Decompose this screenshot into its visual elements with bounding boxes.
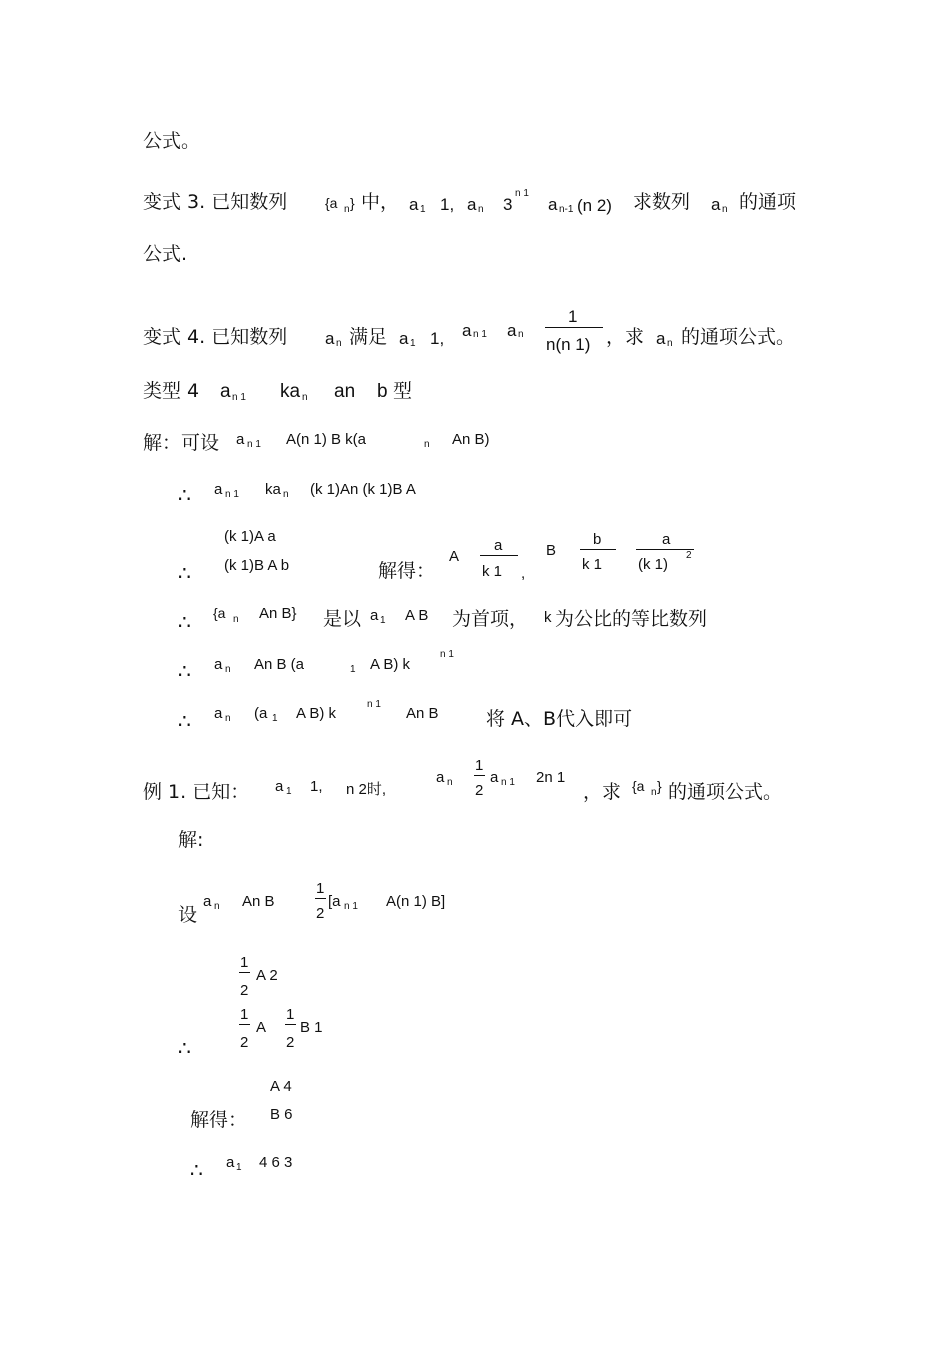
math-value: 1, <box>430 329 445 348</box>
math-sub: n <box>336 338 342 349</box>
text-line: 公式. <box>143 243 188 265</box>
math-var: A <box>449 548 460 565</box>
fraction-denominator: 2 <box>240 1034 249 1051</box>
fraction-denominator: (k 1) <box>638 556 668 573</box>
math-sub: 1 <box>420 204 426 215</box>
text: 解：可设 <box>143 432 220 454</box>
math-sub: n <box>424 439 430 450</box>
math-sub: n-1 <box>559 204 574 215</box>
math-sub: n <box>667 338 673 349</box>
text: 为首项， <box>452 608 529 630</box>
math-expression: 2n 1 <box>536 769 566 786</box>
text: 解得： <box>378 560 436 582</box>
math-var: a <box>220 381 231 402</box>
example-label: 例 1. 已知： <box>143 781 250 803</box>
math-value: 3 <box>503 195 513 214</box>
math-var: ka <box>265 481 281 498</box>
math-sub: 1 <box>236 1162 242 1173</box>
text: 的通项公式。 <box>681 326 796 348</box>
fraction-bar <box>285 1024 296 1025</box>
text: 将 A、B代入即可 <box>486 708 633 730</box>
equation-row: B 6 <box>270 1106 293 1123</box>
math-expression: A B) k <box>370 656 411 673</box>
text: 求数列 <box>633 191 691 213</box>
math-var: a <box>370 607 379 624</box>
math-sub: n <box>478 204 484 215</box>
therefore-symbol: ∴ <box>190 1158 203 1182</box>
math-var: a <box>236 431 245 448</box>
math-sub: n 1 <box>225 489 239 500</box>
text: 是以 <box>323 608 362 630</box>
fraction-denominator: 2 <box>240 982 249 999</box>
math-expression: A B <box>405 607 429 624</box>
math-sub: n <box>283 489 289 500</box>
text: 中， <box>361 191 400 213</box>
math-var: a <box>436 769 445 786</box>
math-expression: A B) k <box>296 705 337 722</box>
math-var: a <box>656 329 666 348</box>
fraction-denominator: 2 <box>286 1034 295 1051</box>
fraction-numerator: 1 <box>475 757 484 774</box>
text: ，求 <box>606 326 645 348</box>
math-var: a <box>214 656 223 673</box>
fraction-denominator: k 1 <box>482 563 503 580</box>
math-sub: n 1 <box>232 392 246 403</box>
math-condition: n 2时, <box>346 781 387 798</box>
math-sub: n 1 <box>247 439 261 450</box>
variant-label: 变式 3. 已知数列 <box>143 191 288 213</box>
math-var: a <box>711 195 721 214</box>
math-brace: } <box>657 778 662 794</box>
type-label: 类型 4 <box>143 380 200 402</box>
math-expression: An B <box>242 893 275 910</box>
text: 满足 <box>349 326 388 348</box>
math-sub: n <box>233 614 239 625</box>
math-expression: An B <box>406 705 439 722</box>
math-exp: n 1 <box>367 699 381 710</box>
text: 设 <box>178 904 198 926</box>
math-sub: n <box>214 901 220 912</box>
equation-row: (k 1)A a <box>224 528 276 545</box>
therefore-symbol: ∴ <box>178 483 191 507</box>
math-expression: An B (a <box>254 656 305 673</box>
math-exp: n 1 <box>440 649 454 660</box>
math-var: an <box>334 381 356 402</box>
fraction-bar <box>580 549 616 550</box>
equation-row: A 2 <box>256 967 278 984</box>
math-sub: n 1 <box>473 329 487 340</box>
equation-row: A 4 <box>270 1078 292 1095</box>
math-brace: {a <box>632 778 645 794</box>
math-var: a <box>467 195 477 214</box>
math-var: a <box>462 321 472 340</box>
text: 解得： <box>190 1109 248 1131</box>
math-sub: n <box>344 204 350 215</box>
text: ，求 <box>583 781 622 803</box>
fraction-bar <box>474 775 485 776</box>
math-expression: A(n 1) B] <box>386 893 446 910</box>
math-value: 1, <box>310 778 323 795</box>
math-sub: 1 <box>350 664 356 675</box>
fraction-denominator: 2 <box>316 905 325 922</box>
math-brace: {a <box>325 195 338 211</box>
fraction-bar <box>315 898 326 899</box>
fraction-numerator: b <box>593 531 602 548</box>
math-sub: n 1 <box>344 901 358 912</box>
fraction-numerator: a <box>494 537 503 554</box>
fraction-denominator: n(n 1) <box>546 335 591 354</box>
therefore-symbol: ∴ <box>178 659 191 683</box>
equation-row: B 1 <box>300 1019 323 1036</box>
fraction-numerator: 1 <box>240 1006 249 1023</box>
math-sub: n <box>722 204 728 215</box>
text: 的通项 <box>739 191 797 213</box>
math-var: a <box>507 321 517 340</box>
fraction-numerator: 1 <box>286 1006 295 1023</box>
math-sub: n <box>225 664 231 675</box>
fraction-bar <box>239 1024 250 1025</box>
therefore-symbol: ∴ <box>178 1036 191 1060</box>
math-var: a <box>325 329 335 348</box>
fraction-numerator: a <box>662 531 671 548</box>
math-var: b <box>377 381 388 402</box>
math-var: A <box>256 1019 267 1036</box>
math-var: a <box>214 481 223 498</box>
fraction-numerator: 1 <box>316 880 325 897</box>
math-var: B <box>546 542 557 559</box>
fraction-bar <box>239 972 250 973</box>
math-var: a <box>275 778 284 795</box>
math-sub: n <box>518 329 524 340</box>
fraction-numerator: 1 <box>240 954 249 971</box>
math-expression: An B) <box>452 431 490 448</box>
therefore-symbol: ∴ <box>178 561 191 585</box>
math-var: a <box>203 893 212 910</box>
fraction-denominator: 2 <box>475 782 484 799</box>
math-sub: 1 <box>272 713 278 724</box>
math-var: a <box>399 329 409 348</box>
math-sub: n <box>651 787 657 798</box>
math-var: ka <box>280 381 301 402</box>
therefore-symbol: ∴ <box>178 709 191 733</box>
math-var: a <box>548 195 558 214</box>
math-sub: n <box>447 777 453 788</box>
math-var: a <box>409 195 419 214</box>
math-expression: (a <box>254 705 268 722</box>
math-exp: 2 <box>686 550 692 561</box>
math-comma: , <box>521 565 526 582</box>
math-var: a <box>214 705 223 722</box>
math-sub: n <box>302 392 308 403</box>
math-var: k <box>544 609 552 626</box>
text: 的通项公式。 <box>668 781 783 803</box>
math-expression: (k 1)An (k 1)B A <box>310 481 416 498</box>
math-expression: A(n 1) B k(a <box>286 431 367 448</box>
math-exp: n 1 <box>515 188 529 199</box>
text: 为公比的等比数列 <box>555 608 708 630</box>
fraction-numerator: 1 <box>568 307 578 326</box>
math-condition: (n 2) <box>577 196 612 215</box>
therefore-symbol: ∴ <box>178 610 191 634</box>
math-sub: 1 <box>410 338 416 349</box>
math-expression: An B} <box>259 605 297 622</box>
math-sub: n <box>225 713 231 724</box>
math-brace: {a <box>213 605 226 621</box>
fraction-bar <box>545 327 603 328</box>
text: 型 <box>393 380 413 402</box>
math-sub: 1 <box>286 786 292 797</box>
math-var: a <box>490 769 499 786</box>
math-sub: 1 <box>380 615 386 626</box>
equation-row: (k 1)B A b <box>224 557 290 574</box>
math-sub: n 1 <box>501 777 515 788</box>
math-var: a <box>226 1154 235 1171</box>
solution-label: 解: <box>178 829 204 851</box>
math-bracket: [a <box>328 893 341 910</box>
math-value: 1, <box>440 195 455 214</box>
fraction-denominator: k 1 <box>582 556 603 573</box>
math-expression: 4 6 3 <box>259 1154 293 1171</box>
fraction-bar <box>480 555 518 556</box>
variant-label: 变式 4. 已知数列 <box>143 326 288 348</box>
text-line: 公式。 <box>143 130 201 152</box>
math-brace: } <box>350 195 355 211</box>
